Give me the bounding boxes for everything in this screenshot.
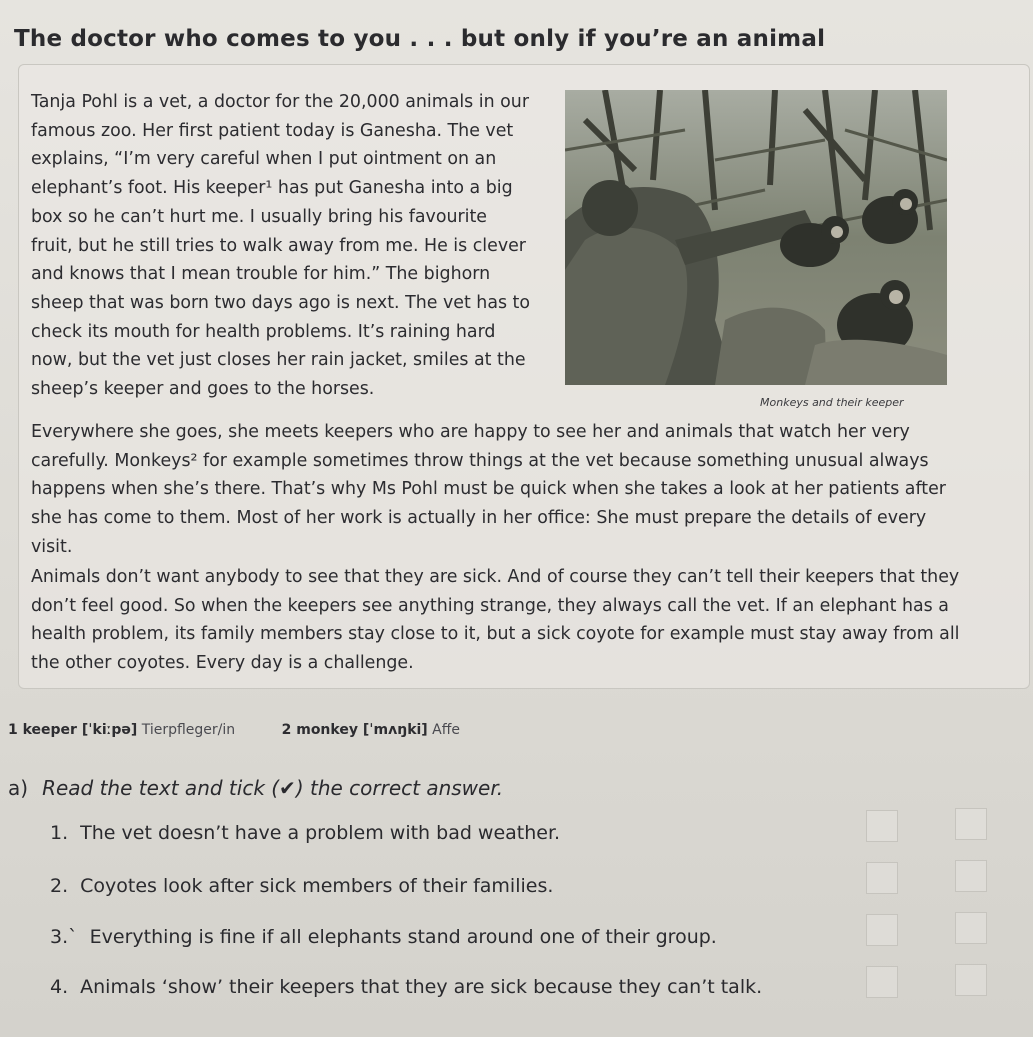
tick-box-false-3[interactable] <box>955 912 987 944</box>
statement-text: The vet doesn’t have a problem with bad weather. <box>80 822 561 844</box>
tick-box-false-2[interactable] <box>955 860 987 892</box>
footnote-term: 2 monkey [ˈmʌŋki] <box>281 722 428 738</box>
statement-number: 1. <box>50 822 69 844</box>
statement-4 <box>50 976 870 998</box>
tick-box-true-4[interactable] <box>866 966 898 998</box>
footnote-translation: Tierpfleger/in <box>141 722 236 738</box>
task-instruction <box>8 776 908 800</box>
paragraph-2: Everywhere she goes, she meets keepers who are happy to see her and animals that watch her very carefully. Monkeys² for example sometimes throw things at the vet because something unusual always happens when she’s there. That’s why Ms Pohl must be quick when she takes a look at her patients after she has come to them. Most of her work is actually in her office: She must prepare the details of every visit. <box>31 422 946 557</box>
tick-box-false-1[interactable] <box>955 808 987 840</box>
statement-2 <box>50 875 870 897</box>
monkeys-photo <box>565 90 947 385</box>
statement-number: 2. <box>50 875 69 897</box>
task-label: a) <box>8 776 29 800</box>
tick-box-true-3[interactable] <box>866 914 898 946</box>
footnote-term: 1 keeper [ˈkiːpə] <box>8 722 138 738</box>
page-title: The doctor who comes to you . . . but only if you’re an animal <box>14 26 826 52</box>
statement-number: 3.` <box>50 926 78 948</box>
paragraph-1: Tanja Pohl is a vet, a doctor for the 20,000 animals in our famous zoo. Her first patient today is Ganesha. The vet explains, “I’m very careful when I put ointment on an elephant’s foot. His keeper¹ has put Ganesha into a big box so he can’t hurt me. I usually bring his favourite fruit, but he still tries to walk away from me. He is clever and knows that I mean trouble for him.” The bighorn sheep that was born two days ago is next. The vet has to check its mouth for health problems. It’s raining hard now, but the vet just closes her rain jacket, smiles at the sheep’s keeper and goes to the horses. <box>31 92 531 400</box>
statement-text: Animals ‘show’ their keepers that they are sick because they can’t talk. <box>80 976 763 998</box>
footnote-1 <box>8 722 235 738</box>
tick-box-false-4[interactable] <box>955 964 987 996</box>
monkeys-photo-illustration <box>565 90 947 385</box>
statement-1 <box>50 822 870 844</box>
footnote-translation: Affe <box>432 722 460 738</box>
tick-box-true-1[interactable] <box>866 810 898 842</box>
statement-text: Everything is fine if all elephants stand around one of their group. <box>89 926 717 948</box>
statement-text: Coyotes look after sick members of their families. <box>80 875 554 897</box>
statement-3 <box>50 926 870 948</box>
paragraph-3: Animals don’t want anybody to see that they are sick. And of course they can’t tell their keepers that they don’t feel good. So when the keepers see anything strange, they always call the vet. If an elephant has a health problem, its family members stay close to it, but a sick coyote for example must stay away from all the other coyotes. Every day is a challenge. <box>31 567 960 674</box>
photo-caption: Monkeys and their keeper <box>760 396 904 409</box>
tick-box-true-2[interactable] <box>866 862 898 894</box>
statement-number: 4. <box>50 976 69 998</box>
footnotes <box>8 722 1008 738</box>
footnote-2 <box>282 722 460 738</box>
task-instruction-text: Read the text and tick (✔) the correct answer. <box>42 776 504 800</box>
